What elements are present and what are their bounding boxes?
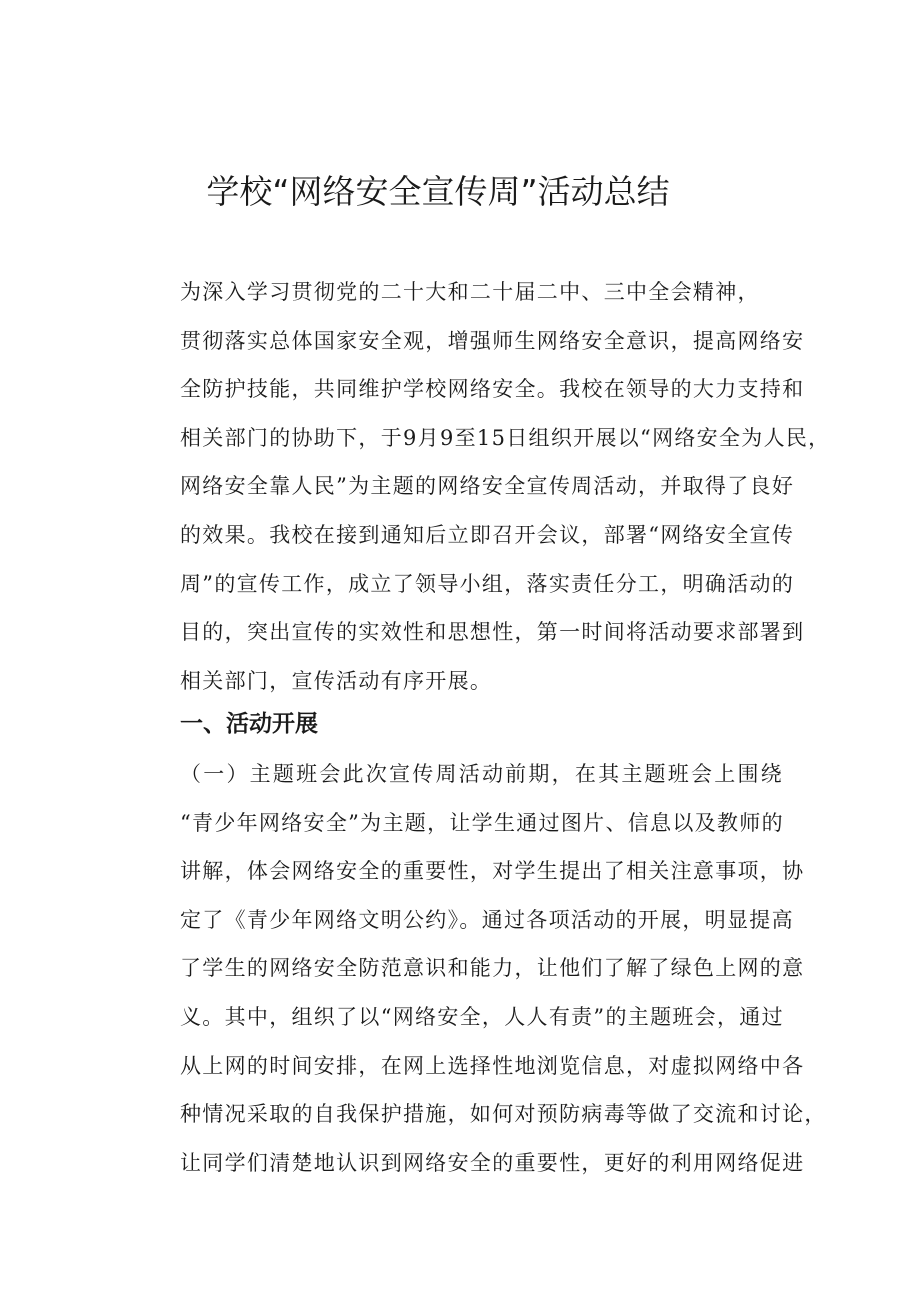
- paragraph-line: 定了《青少年网络文明公约》。通过各项活动的开展，明显提高: [180, 907, 794, 932]
- paragraph-line: 让同学们清楚地认识到网络安全的重要性，更好的利用网络促进: [180, 1150, 805, 1175]
- paragraph-line: 网络安全靠人民”为主题的网络安全宣传周活动，并取得了良好: [180, 474, 795, 499]
- paragraph-line: 为深入学习贯彻党的二十大和二十届二中、三中全会精神，: [180, 280, 760, 304]
- paragraph-line: 讲解，体会网络安全的重要性，对学生提出了相关注意事项，协: [180, 859, 805, 884]
- paragraph-line: （一）主题班会此次宣传周活动前期，在其主题班会上围绕: [180, 762, 783, 786]
- intro-paragraph: [138, 268, 831, 705]
- paragraph-line: 了学生的网络安全防范意识和能力，让他们了解了绿色上网的意: [180, 956, 805, 981]
- paragraph-line: 的效果。我校在接到通知后立即召开会议，部署“网络安全宣传: [180, 522, 795, 547]
- paragraph-line: 相关部门，宣传活动有序开展。: [180, 668, 493, 693]
- paragraph-line: 相关部门的协助下，于9月9至15日组织开展以“网络安全为人民，: [180, 425, 831, 450]
- activity-paragraph: [138, 750, 827, 1187]
- paragraph-line: 种情况采取的自我保护措施，如何对预防病毒等做了交流和讨论，: [180, 1102, 827, 1127]
- paragraph-line: “青少年网络安全”为主题，让学生通过图片、信息以及教师的: [180, 810, 784, 835]
- document-title: 学校“网络安全宣传周”活动总结: [206, 172, 670, 211]
- paragraph-line: 目的，突出宣传的实效性和思想性，第一时间将活动要求部署到: [180, 620, 805, 645]
- paragraph-line: 周”的宣传工作，成立了领导小组，落实责任分工，明确活动的: [180, 571, 795, 596]
- section-heading: 一、活动开展: [180, 711, 318, 737]
- paragraph-line: 从上网的时间安排，在网上选择性地浏览信息，对虚拟网络中各: [180, 1053, 805, 1078]
- paragraph-line: 贯彻落实总体国家安全观，增强师生网络安全意识，提高网络安: [180, 328, 805, 353]
- paragraph-line: 义。其中，组织了以“网络安全，人人有责”的主题班会，通过: [180, 1004, 784, 1029]
- paragraph-line: 全防护技能，共同维护学校网络安全。我校在领导的大力支持和: [180, 377, 805, 402]
